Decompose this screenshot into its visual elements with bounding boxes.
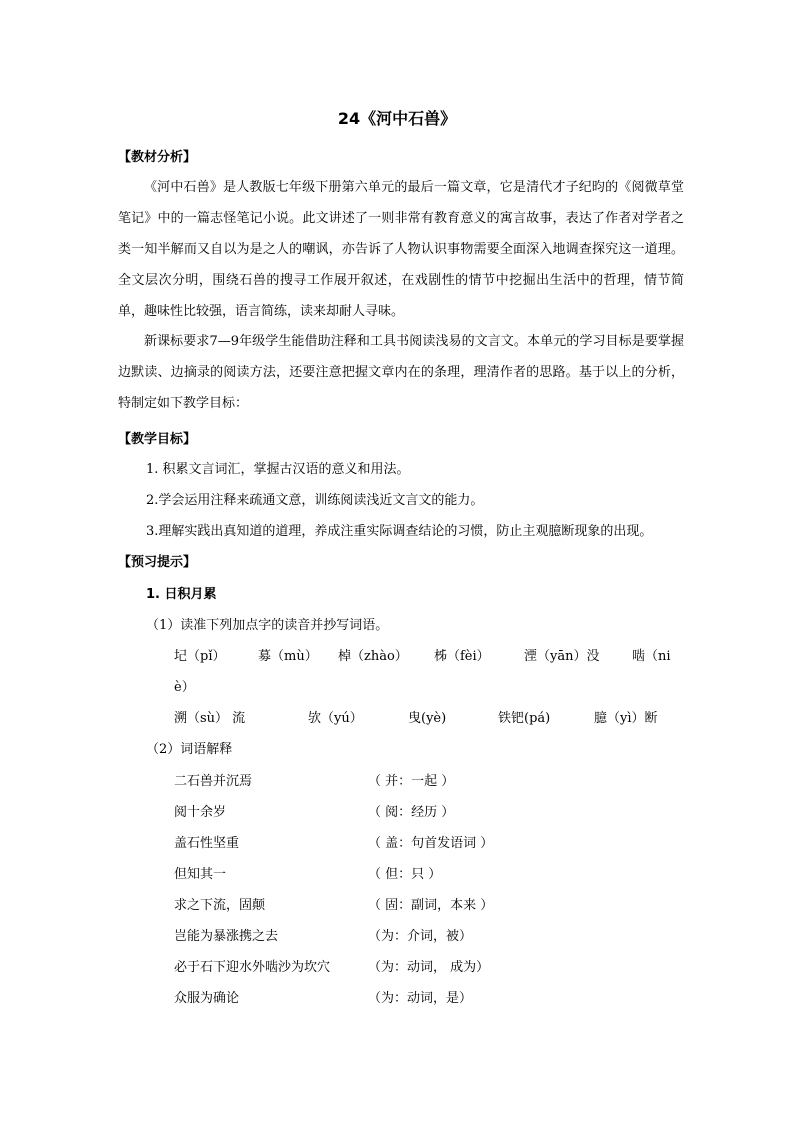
pron-entry: 柹（fèi） bbox=[434, 649, 490, 664]
pron-entry: 铁钯(pá) bbox=[498, 711, 551, 726]
analysis-paragraph-1: 《河中石兽》是人教版七年级下册第六单元的最后一篇文章，它是清代才子纪昀的《阅微草堂笔记》中的一篇志怪笔记小说。此文讲述了一则非常有教育意义的寓言故事，表达了作者对学者之类一知半解而又自以为是之人的嘲讽，亦告诉了人物认识事物需要全面深入地调查探究这一道理。全文层次分明，围绕石兽的搜寻工作展开叙述，在戏剧性的情节中挖掘出生活中的哲理，情节简单，趣味性比较强，语言简练，读来却耐人寻味。 bbox=[118, 180, 684, 319]
gloss-term: 阅十余岁 bbox=[174, 805, 227, 820]
gloss-definition: （ 但：只 ） bbox=[368, 867, 442, 882]
pron-entry: 曳(yè) bbox=[408, 711, 447, 726]
analysis-paragraph-2: 新课标要求7—9年级学生能借助注释和工具书阅读浅易的文言文。本单元的学习目标是要掌握边默读、边摘录的阅读方法，还要注意把握文章内在的条理，理清作者的思路。基于以上的分析，特制定如下教学目标： bbox=[118, 334, 684, 411]
preview-subheading: 1. 日积月累 bbox=[146, 587, 217, 602]
preview-heading: 【预习提示】 bbox=[118, 555, 197, 570]
gloss-definition: （为：介词，被） bbox=[368, 929, 473, 944]
gloss-term: 众服为确论 bbox=[174, 991, 240, 1006]
analysis-heading: 【教材分析】 bbox=[118, 150, 197, 165]
goal-item: 1. 积累文言词汇，掌握古汉语的意义和用法。 bbox=[146, 462, 410, 477]
pron-entry: 欤（yú） bbox=[308, 711, 363, 726]
gloss-definition: （ 盖：句首发语词 ） bbox=[368, 836, 494, 851]
pronunciation-row bbox=[174, 707, 694, 727]
gloss-definition: （ 并：一起 ） bbox=[368, 774, 455, 789]
page-title: 24《河中石兽》 bbox=[337, 109, 457, 128]
gloss-definition: （ 固：副词，本来 ） bbox=[368, 898, 494, 913]
pronunciation-row-continued bbox=[174, 676, 694, 696]
pron-entry: 溯（sù） 流 bbox=[174, 711, 246, 726]
pron-entry: è） bbox=[174, 680, 195, 695]
goal-item: 3.理解实践出真知道的道理，养成注重实际调查结论的习惯，防止主观臆断现象的出现。 bbox=[146, 524, 653, 539]
gloss-definition: （为：动词， 成为） bbox=[368, 960, 490, 975]
gloss-definition: （为：动词，是） bbox=[368, 991, 473, 1006]
gloss-term: 二石兽并沉焉 bbox=[174, 774, 253, 789]
pron-entry: 啮（ni bbox=[632, 649, 671, 664]
pronunciation-label: （1）读准下列加点字的读音并抄写词语。 bbox=[146, 618, 389, 633]
pron-entry: 棹（zhào） bbox=[338, 649, 408, 664]
goal-item: 2.学会运用注释来疏通文意，训练阅读浅近文言文的能力。 bbox=[146, 493, 484, 508]
pronunciation-row bbox=[174, 645, 694, 665]
pron-entry: 湮（yān）没 bbox=[524, 649, 600, 664]
gloss-term: 但知其一 bbox=[174, 867, 227, 882]
pron-entry: 募（mù） bbox=[258, 649, 318, 664]
goals-heading: 【教学目标】 bbox=[118, 432, 197, 447]
gloss-definition: （ 阅：经历 ） bbox=[368, 805, 455, 820]
gloss-term: 岂能为暴涨携之去 bbox=[174, 929, 279, 944]
pron-entry: 臆（yì）断 bbox=[594, 711, 658, 726]
gloss-term: 求之下流，固颠 bbox=[174, 898, 266, 913]
gloss-label: （2）词语解释 bbox=[146, 742, 233, 757]
pron-entry: 圮（pǐ） bbox=[174, 649, 226, 664]
gloss-term: 盖石性坚重 bbox=[174, 836, 240, 851]
gloss-term: 必于石下迎水外啮沙为坎穴 bbox=[174, 960, 331, 975]
